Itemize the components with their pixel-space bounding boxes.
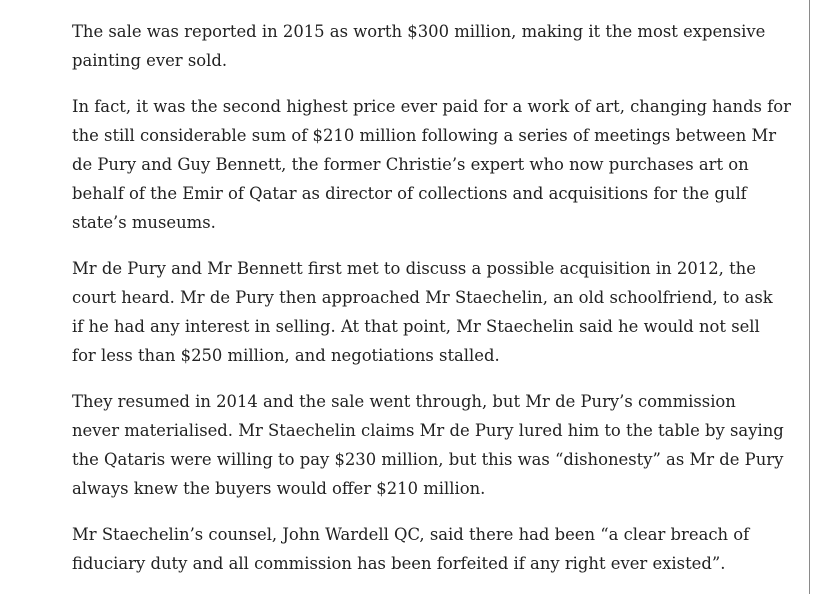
paragraph-line: de Pury and Guy Bennett, the former Christie’s expert who now purchases art on bbox=[72, 155, 749, 174]
paragraph-line: never materialised. Mr Staechelin claims Mr de Pury lured him to the table by saying bbox=[72, 421, 784, 440]
paragraph-line: court heard. Mr de Pury then approached Mr Staechelin, an old schoolfriend, to ask bbox=[72, 288, 773, 307]
article-paragraph bbox=[72, 92, 791, 237]
paragraph-line: fiduciary duty and all commission has been forfeited if any right ever existed”. bbox=[72, 554, 726, 573]
article-paragraph bbox=[72, 387, 784, 503]
paragraph-line: painting ever sold. bbox=[72, 51, 228, 70]
paragraph-line: They resumed in 2014 and the sale went through, but Mr de Pury’s commission bbox=[72, 392, 736, 411]
paragraph-line: the Qataris were willing to pay $230 million, but this was “dishonesty” as Mr de Pury bbox=[72, 450, 784, 469]
paragraph-line: the still considerable sum of $210 million following a series of meetings between Mr bbox=[72, 126, 777, 145]
paragraph-line: Mr de Pury and Mr Bennett first met to discuss a possible acquisition in 2012, the bbox=[72, 259, 756, 278]
paragraph-line: The sale was reported in 2015 as worth $300 million, making it the most expensive bbox=[72, 22, 766, 41]
article-paragraph bbox=[72, 254, 773, 370]
article-paragraph bbox=[72, 17, 766, 75]
article-paragraph bbox=[72, 520, 762, 578]
paragraph-line: behalf of the Emir of Qatar as director of collections and acquisitions for the gulf bbox=[72, 184, 747, 203]
paragraph-line: for less than $250 million, and negotiations stalled. bbox=[72, 346, 500, 365]
paragraph-line: always knew the buyers would offer $210 million. bbox=[72, 479, 486, 498]
paragraph-line: Mr Staechelin’s counsel, John Wardell QC, said there had been “a clear breach of bbox=[72, 525, 750, 544]
page-edge-gutter bbox=[810, 0, 816, 594]
paragraph-line: if he had any interest in selling. At that point, Mr Staechelin said he would not sell bbox=[72, 317, 760, 336]
paragraph-line: state’s museums. bbox=[72, 213, 216, 232]
paragraph-line: In fact, it was the second highest price ever paid for a work of art, changing hands for bbox=[72, 97, 791, 116]
